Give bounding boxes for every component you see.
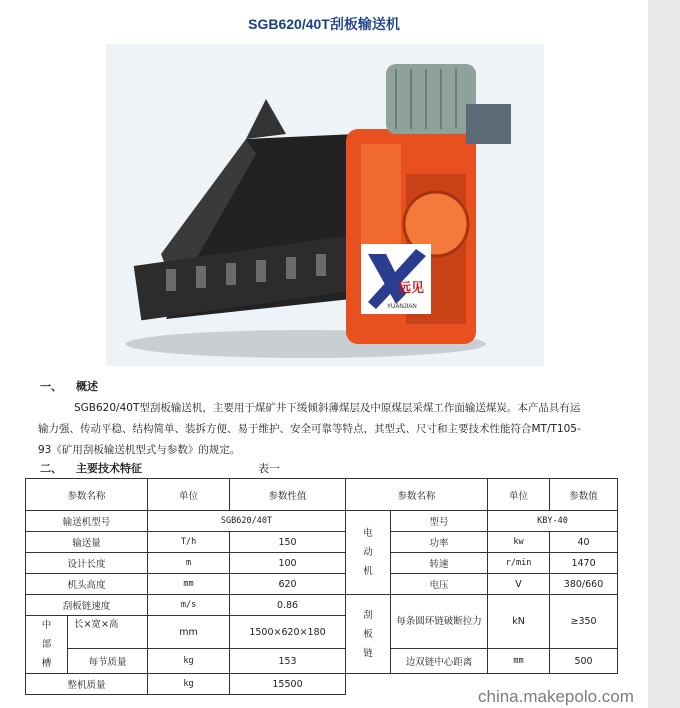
table-cell: 500: [550, 649, 618, 674]
section2-number: 二、: [40, 462, 62, 475]
table-row: [26, 553, 618, 574]
header-cell: 单位: [148, 479, 230, 511]
table-cell: kg: [148, 649, 230, 674]
motor-char-3: 机: [363, 566, 373, 577]
table-cell: 刮板链速度: [26, 595, 148, 616]
table-cell: kN: [488, 595, 550, 649]
table-cell: 40: [550, 532, 618, 553]
header-cell: 参数值: [550, 479, 618, 511]
section2-heading: 主要技术特征: [76, 462, 142, 475]
trough-char-2: 部: [41, 639, 52, 650]
trough-char-1: 中: [41, 620, 52, 631]
overview-paragraph: [38, 398, 618, 461]
section1-heading: 概述: [76, 380, 98, 393]
table-cell: mm: [148, 574, 230, 595]
header-cell: 参数名称: [346, 479, 488, 511]
table-cell: m: [148, 553, 230, 574]
motor-group-label: [346, 511, 391, 595]
site-watermark: china.makepolo.com: [478, 687, 634, 706]
table-cell: 150: [230, 532, 346, 553]
motor-char-1: 电: [363, 528, 373, 539]
table-cell: 机头高度: [26, 574, 148, 595]
table-cell: 1500×620×180: [230, 616, 346, 649]
table-row: [26, 595, 618, 616]
table-cell: mm: [488, 649, 550, 674]
table-cell: 15500: [230, 674, 346, 695]
table-label: 表一: [258, 462, 280, 475]
paragraph-line-2: 输力强、传动平稳、结构简单、装拆方便、易于维护、安全可靠等特点，其型式、尺寸和主要技术性能符合MT/T105-: [38, 423, 581, 435]
spec-table: [25, 478, 618, 695]
page-title: SGB620/40T刮板输送机: [248, 16, 400, 32]
table-cell: T/h: [148, 532, 230, 553]
product-photo: [106, 44, 544, 366]
table-cell: ≥350: [550, 595, 618, 649]
table-cell: 153: [230, 649, 346, 674]
middle-trough-label: [26, 616, 68, 674]
table-cell: mm: [148, 616, 230, 649]
table-row: [26, 649, 618, 674]
section1-number: 一、: [40, 380, 62, 393]
chain-group-label: [346, 595, 391, 674]
table-row: [26, 574, 618, 595]
table-cell: kg: [148, 674, 230, 695]
table-cell: 输送量: [26, 532, 148, 553]
chain-char-1: 刮: [363, 609, 373, 621]
table-cell: kw: [488, 532, 550, 553]
table-cell: V: [488, 574, 550, 595]
table-cell: SGB620/40T: [148, 511, 346, 532]
table-cell: 380/660: [550, 574, 618, 595]
header-cell: 参数名称: [26, 479, 148, 511]
table-cell: KBY-40: [488, 511, 618, 532]
table-cell: 1470: [550, 553, 618, 574]
table-cell: 每节质量: [68, 649, 148, 674]
table-cell: 输送机型号: [26, 511, 148, 532]
chain-char-3: 链: [363, 647, 373, 659]
table-row: [26, 511, 618, 532]
chain-char-2: 板: [363, 628, 373, 640]
motor-char-2: 动: [363, 547, 373, 558]
paragraph-line-3: 93《矿用刮板输送机型式与参数》的规定。: [38, 444, 241, 456]
table-cell: m/s: [148, 595, 230, 616]
table-cell: 型号: [391, 511, 488, 532]
paragraph-line-1: SGB620/40T型刮板输送机，主要用于煤矿井下缓倾斜薄煤层及中原煤层采煤工作面输送煤炭。本产品具有运: [74, 402, 581, 414]
table-cell: 设计长度: [26, 553, 148, 574]
table-cell: 功率: [391, 532, 488, 553]
header-cell: 参数性值: [230, 479, 346, 511]
logo-text: 远见: [398, 280, 425, 295]
table-cell: 整机质量: [26, 674, 148, 695]
trough-char-3: 槽: [41, 658, 52, 669]
table-cell: 100: [230, 553, 346, 574]
table-cell: 转速: [391, 553, 488, 574]
table-header-row: [26, 479, 618, 511]
logo-subtext: YUANJIAN: [387, 304, 417, 310]
table-cell: 0.86: [230, 595, 346, 616]
right-side-strip: [648, 0, 680, 708]
table-cell: 620: [230, 574, 346, 595]
table-row: [26, 532, 618, 553]
header-cell: 单位: [488, 479, 550, 511]
table-cell: r/min: [488, 553, 550, 574]
table-cell: 每条圆环链破断拉力: [391, 595, 488, 649]
table-cell: 电压: [391, 574, 488, 595]
table-cell: 边双链中心距离: [391, 649, 488, 674]
table-cell: 长×宽×高: [68, 616, 148, 649]
